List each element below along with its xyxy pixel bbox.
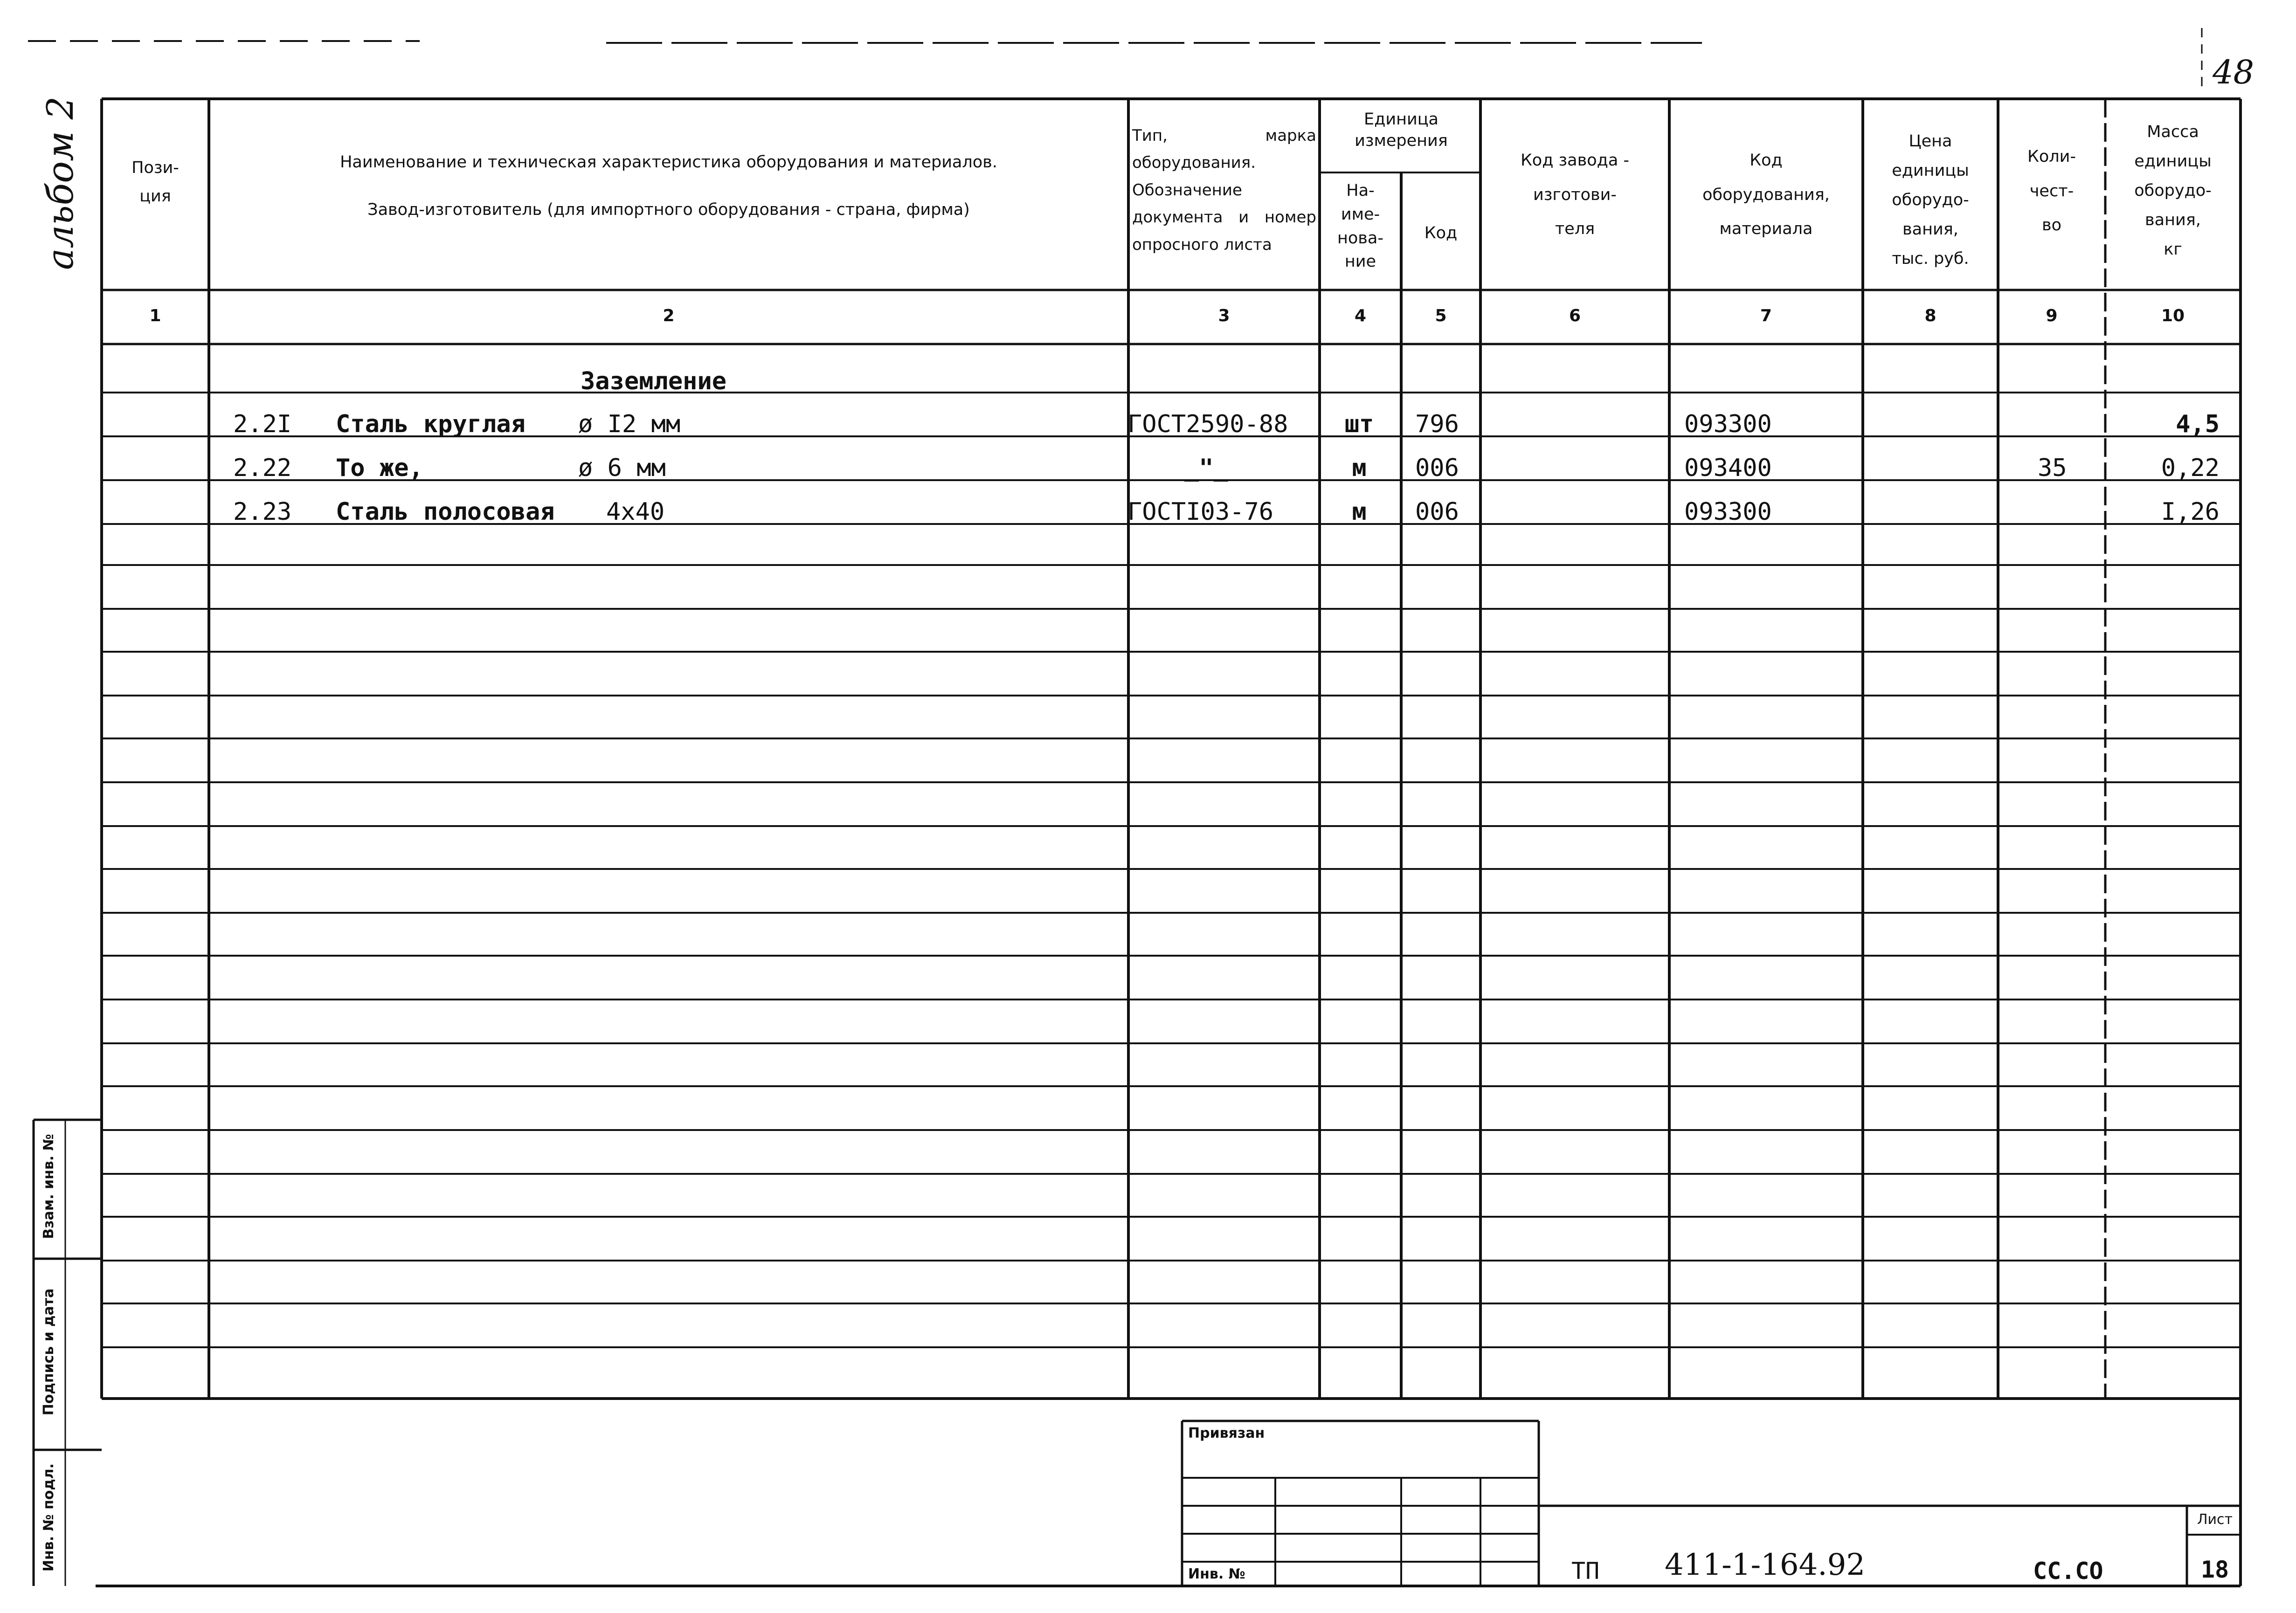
stamp-mark: СС.СО (2033, 1558, 2103, 1585)
row-unit-code: 006 (1415, 498, 1459, 526)
row-mass: 0,22 (2161, 454, 2220, 482)
colnum-7: 7 (1760, 306, 1772, 325)
row-spec: ø I2 мм (578, 410, 681, 438)
row-mass: I,26 (2161, 498, 2220, 526)
header-unit-code: Код (1424, 224, 1458, 242)
header-equipment-code: Код оборудования, материала (1702, 151, 1830, 238)
header-unit-group: Единица измерения (1355, 110, 1448, 150)
page-number-handwritten: 48 (2213, 53, 2255, 91)
stamp-privyazan: Привязан (1188, 1425, 1265, 1441)
colnum-1: 1 (149, 306, 161, 325)
row-document: ГОСТ2590-88 (1127, 410, 1288, 438)
colnum-2: 2 (663, 306, 675, 325)
header-mass: Масса единицы оборудо- вания, кг (2134, 123, 2212, 259)
stamp-document-number: 411-1-164.92 (1665, 1548, 1866, 1582)
stamp-sheet-label: Лист (2197, 1511, 2233, 1528)
header-name-line1: Наименование и техническая характеристика оборудования и материалов. (340, 153, 997, 172)
margin-handwriting: альбом 2 (40, 96, 82, 270)
row-unit: м (1352, 498, 1367, 526)
stamp-inv-no: Инв. № (1188, 1566, 1245, 1582)
row-unit-code: 796 (1415, 410, 1459, 438)
stamp-sheet-number: 18 (2200, 1556, 2229, 1583)
header-position: Пози- ция (131, 159, 179, 206)
header-quantity: Коли- чест- во (2027, 147, 2076, 234)
colnum-10: 10 (2161, 306, 2185, 325)
header-price: Цена единицы оборудо- вания, тыс. руб. (1892, 132, 1969, 268)
section-title: Заземление (581, 367, 727, 395)
row-position: 2.23 (233, 498, 292, 526)
row-position: 2.2I (233, 410, 292, 438)
row-mass: 4,5 (2176, 410, 2220, 438)
row-unit-code: 006 (1415, 454, 1459, 482)
row-spec: 4x40 (606, 498, 665, 526)
row-equipment-code: 093300 (1684, 410, 1772, 438)
side-label-replacement-inv: Взам. инв. № (41, 1134, 57, 1239)
row-equipment-code: 093300 (1684, 498, 1772, 526)
row-name: То же, (336, 454, 423, 482)
row-name: Сталь круглая (336, 410, 526, 438)
header-unit-name: На- име- нова- ние (1337, 181, 1383, 271)
stamp-tp: ТП (1571, 1558, 1600, 1585)
row-equipment-code: 093400 (1684, 454, 1772, 482)
row-name: Сталь полосовая (336, 498, 555, 526)
colnum-5: 5 (1435, 306, 1447, 325)
colnum-9: 9 (2046, 306, 2058, 325)
colnum-6: 6 (1569, 306, 1581, 325)
row-document: _"_ (1184, 454, 1228, 482)
side-label-signature-date: Подпись и дата (41, 1288, 57, 1416)
row-position: 2.22 (233, 454, 292, 482)
header-factory-code: Код завода - изготови- теля (1520, 151, 1630, 238)
row-unit: шт (1344, 410, 1374, 438)
colnum-3: 3 (1218, 306, 1230, 325)
side-label-original-inv: Инв. № подл. (41, 1463, 57, 1572)
header-type: Тип, марка оборудования. Обозначение документа и номер опросного листа (1132, 126, 1316, 254)
header-name-line2: Завод-изготовитель (для импортного оборудования - страна, фирма) (367, 200, 970, 219)
row-spec: ø 6 мм (578, 454, 666, 482)
colnum-8: 8 (1924, 306, 1936, 325)
row-document: ГОСТI03-76 (1127, 498, 1274, 526)
row-unit: м (1352, 454, 1367, 482)
colnum-4: 4 (1354, 306, 1367, 325)
row-quantity: 35 (2038, 454, 2067, 482)
